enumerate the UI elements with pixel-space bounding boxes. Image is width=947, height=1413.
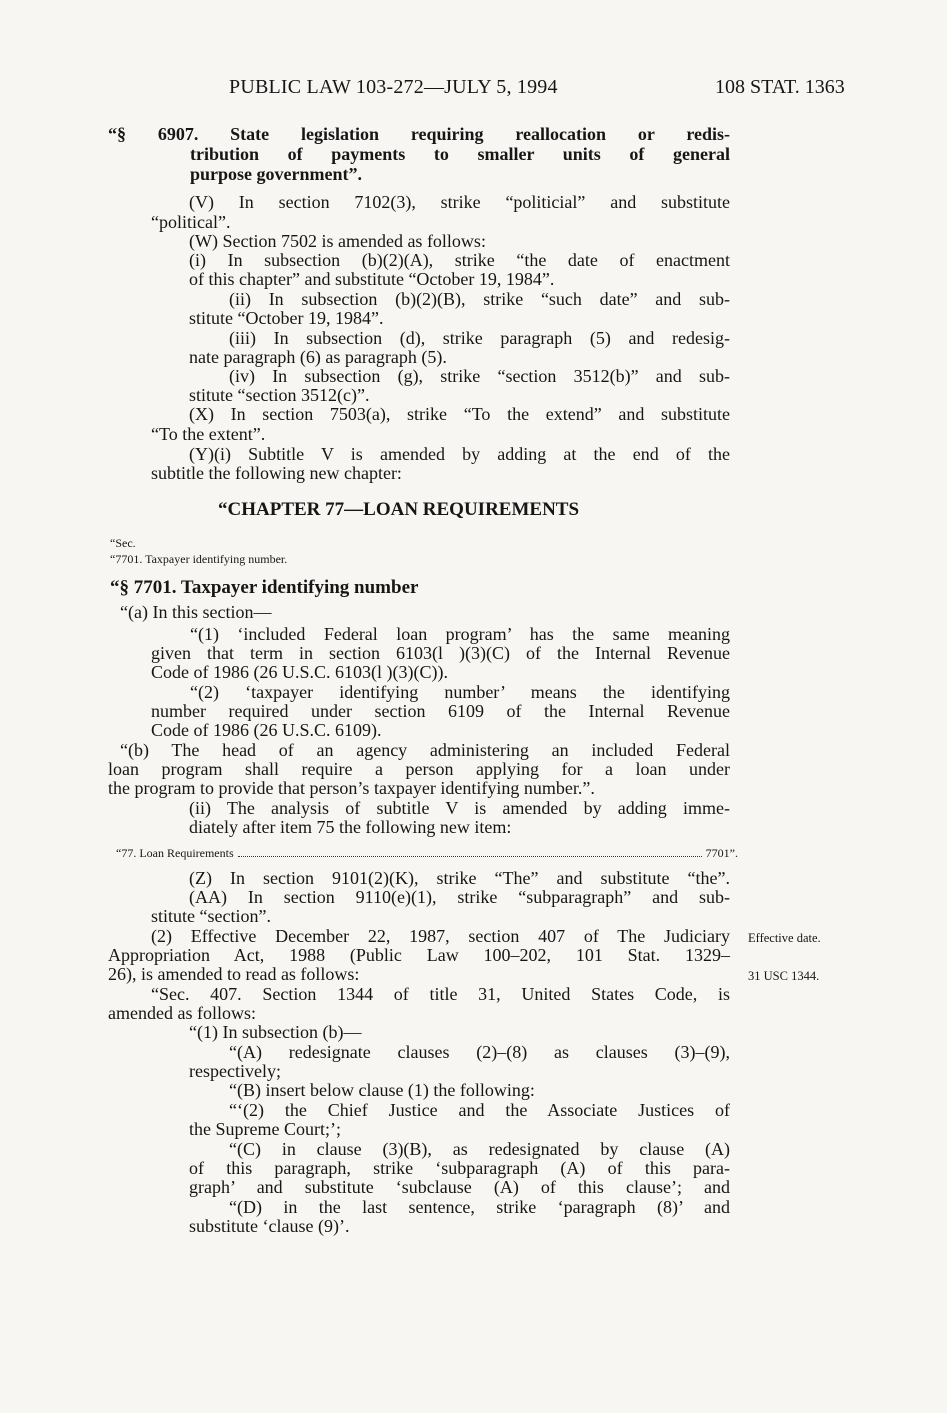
running-header: PUBLIC LAW 103-272—JULY 5, 1994 (229, 76, 558, 98)
text-line: (2) Effective December 22, 1987, section 407 of The Judiciary (151, 926, 730, 946)
text-line: stitute “October 19, 1984”. (189, 308, 384, 328)
text-line: “Sec. 407. Section 1344 of title 31, United States Code, is (151, 984, 730, 1004)
text-line: (Z) In section 9101(2)(K), strike “The” and substitute “the”. (189, 868, 730, 888)
toc-heading: “Sec. (110, 536, 136, 550)
text-line: Code of 1986 (26 U.S.C. 6103(l )(3)(C)). (151, 662, 448, 682)
text-line: “(B) insert below clause (1) the following: (229, 1080, 535, 1100)
text-line: “political”. (151, 212, 231, 232)
margin-note-effective-date: Effective date. (748, 931, 821, 945)
text-line: “(2) ‘taxpayer identifying number’ means the identifying (190, 682, 730, 702)
text-line: nate paragraph (6) as paragraph (5). (189, 347, 447, 367)
text-line: diately after item 75 the following new item: (189, 817, 512, 837)
text-line: “(D) in the last sentence, strike ‘paragraph (8)’ and (229, 1197, 730, 1217)
text-line: of this paragraph, strike ‘subparagraph (A) of this para- (189, 1158, 730, 1178)
section-heading-line: “§ 6907. State legislation requiring reallocation or redis- (108, 124, 730, 144)
text-line: (W) Section 7502 is amended as follows: (189, 231, 486, 251)
text-line: Appropriation Act, 1988 (Public Law 100–202, 101 Stat. 1329– (108, 945, 730, 965)
chapter-heading: “CHAPTER 77—LOAN REQUIREMENTS (218, 499, 580, 520)
text-line: (AA) In section 9110(e)(1), strike “subparagraph” and sub- (189, 887, 730, 907)
text-line: (X) In section 7503(a), strike “To the extend” and substitute (189, 404, 730, 424)
text-line: “(A) redesignate clauses (2)–(8) as clauses (3)–(9), (229, 1042, 730, 1062)
text-line: stitute “section 3512(c)”. (189, 385, 370, 405)
section-heading-line: purpose government”. (190, 164, 362, 184)
text-line: the Supreme Court;’; (189, 1119, 341, 1139)
text-line: “(1) In subsection (b)— (189, 1022, 362, 1042)
text-line: “(1) ‘included Federal loan program’ has the same meaning (190, 624, 730, 644)
toc-item-number: 7701”. (705, 846, 738, 860)
text-line: “(a) In this section— (120, 602, 272, 622)
text-line: 26), is amended to read as follows: (108, 964, 360, 984)
text-line: “To the extent”. (151, 424, 266, 444)
subsection-heading: “§ 7701. Taxpayer identifying number (110, 577, 419, 598)
text-line: (iv) In subsection (g), strike “section 3512(b)” and sub- (229, 366, 730, 386)
text-line: Code of 1986 (26 U.S.C. 6109). (151, 720, 382, 740)
toc-entry: “7701. Taxpayer identifying number. (110, 552, 288, 566)
text-line: substitute ‘clause (9)’. (189, 1216, 350, 1236)
text-line: loan program shall require a person applying for a loan under (108, 759, 730, 779)
text-line: stitute “section”. (151, 906, 271, 926)
toc-item-row (116, 844, 738, 864)
text-line: amended as follows: (108, 1003, 256, 1023)
text-line: “(C) in clause (3)(B), as redesignated by clause (A) (229, 1139, 730, 1159)
margin-note-usc-citation: 31 USC 1344. (748, 969, 820, 983)
text-line: “‘(2) the Chief Justice and the Associate Justices of (229, 1100, 730, 1120)
text-line: “(b) The head of an agency administering an included Federal (120, 740, 730, 760)
statute-page-number: 108 STAT. 1363 (715, 76, 845, 98)
text-line: graph’ and substitute ‘subclause (A) of this clause’; and (189, 1177, 730, 1197)
text-line: (V) In section 7102(3), strike “politicial” and substitute (189, 192, 730, 212)
dot-leader (238, 856, 702, 857)
text-line: (iii) In subsection (d), strike paragraph (5) and redesig- (229, 328, 730, 348)
text-line: number required under section 6109 of the Internal Revenue (151, 701, 730, 721)
section-heading-line: tribution of payments to smaller units of general (190, 144, 730, 164)
text-line: given that term in section 6103(l )(3)(C) of the Internal Revenue (151, 643, 730, 663)
text-line: (Y)(i) Subtitle V is amended by adding at the end of the (189, 444, 730, 464)
text-line: (ii) The analysis of subtitle V is amended by adding imme- (189, 798, 730, 818)
text-line: of this chapter” and substitute “October 19, 1984”. (189, 269, 555, 289)
text-line: the program to provide that person’s taxpayer identifying number.”. (108, 778, 595, 798)
text-line: respectively; (189, 1061, 281, 1081)
text-line: (i) In subsection (b)(2)(A), strike “the date of enactment (189, 250, 730, 270)
toc-item-label: “77. Loan Requirements (116, 846, 234, 860)
text-line: (ii) In subsection (b)(2)(B), strike “such date” and sub- (229, 289, 730, 309)
text-line: subtitle the following new chapter: (151, 463, 402, 483)
